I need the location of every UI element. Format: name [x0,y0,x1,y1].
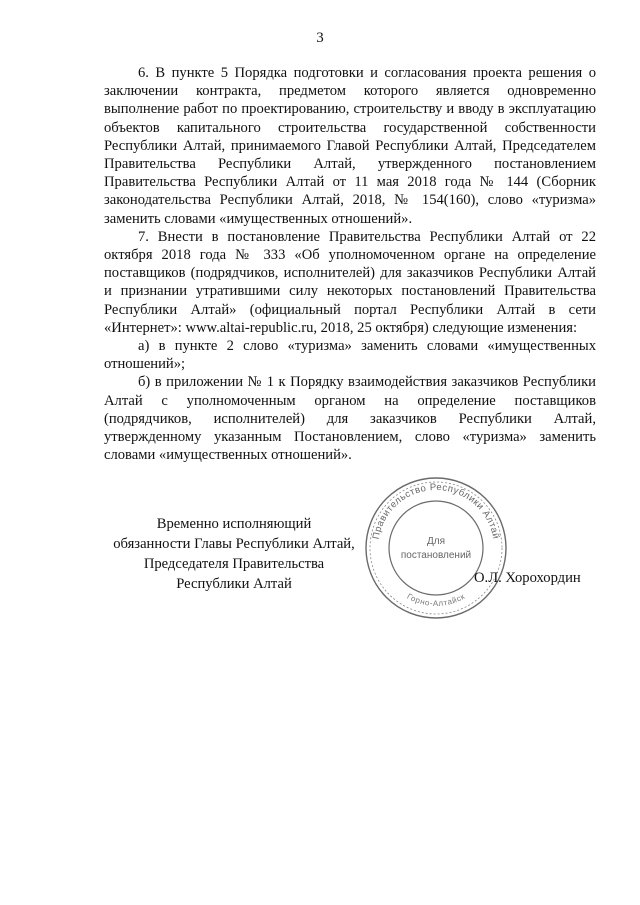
paragraph-6: 6. В пункте 5 Порядка подготовки и согласования проекта решения о заключении контракта, предметом которого является одновременно выполнение работ по проектированию, строительству и вводу в эксплуатацию объектов капитального строительства государственной собственности Республики Алтай, принимаемого Главой Республики Алтай, Председателем Правительства Республики Алтай, утвержденного постановлением Правительства Республики Алтай от 11 мая 2018 года № 144 (Сборник законодательства Республики Алтай, 2018, № 154(160), слово «туризма» заменить словами «имущественных отношений». [104,65,596,227]
signatory-position-line: обязанности Главы Республики Алтай, [113,536,355,552]
stamp-inner-line1: Для [426,536,446,547]
document-body [104,64,596,464]
signatory-position-line: Председателя Правительства [143,556,325,572]
stamp-outer-text: Правительство Республики Алтай [370,481,502,541]
paragraph-7-item-a: а) в пункте 2 слово «туризма» заменить словами «имущественных отношений»; [104,338,596,373]
signatory-position-line: Временно исполняющий [156,516,312,532]
paragraph-7: 7. Внести в постановление Правительства Республики Алтай от 22 октября 2018 года № 333 «Об уполномоченном органе на определение поставщиков (подрядчиков, исполнителей) для заказчиков Республики Алтай и признании утратившими силу некоторых постановлений Правительства Республики Алтай» (официальный портал Республики Алтай в сети «Интернет»: www.altai-republic.ru, 2018, 25 октября) следующие изменения: [104,228,596,336]
page-number: 3 [316,30,324,46]
signatory-position [104,514,364,594]
paragraph-7-item-b: б) в приложении № 1 к Порядку взаимодействия заказчиков Республики Алтай с уполномоченным органом на определение поставщиков (подрядчиков, исполнителей) для заказчиков Республики Алтай, утвержденному указанным Постановлением, слово «туризма» заменить словами «имущественных отношений». [104,374,596,464]
signatory-position-line: Республики Алтай [176,576,292,592]
official-stamp [362,474,510,622]
stamp-bottom-text: Горно-Алтайск [405,591,467,608]
signatory-name: О.Л. Хорохордин [474,570,581,586]
stamp-inner-line2: постановлений [400,550,472,561]
